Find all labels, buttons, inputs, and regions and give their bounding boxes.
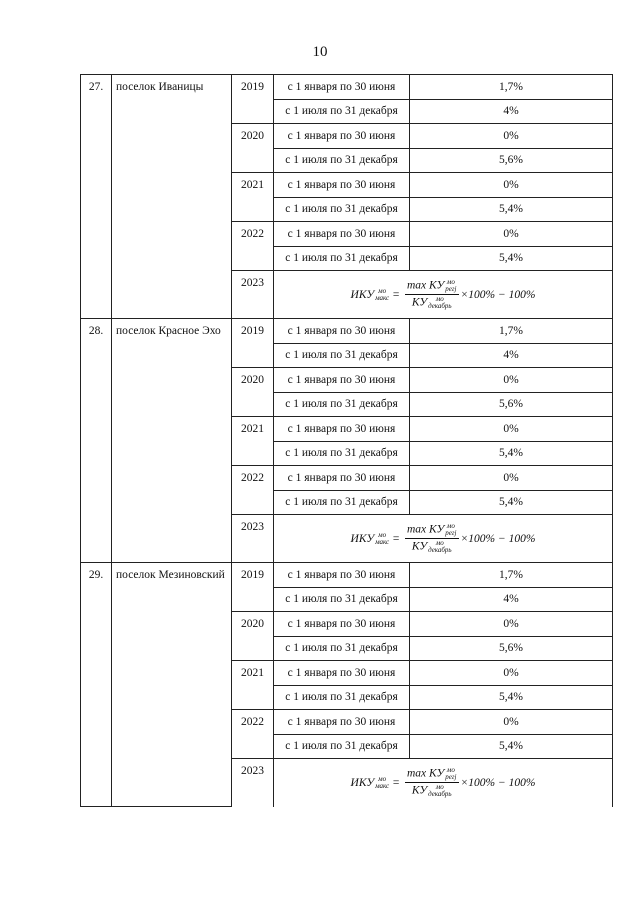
- formula-numer-sup: мо: [446, 766, 455, 775]
- value-cell: 0%: [410, 661, 613, 686]
- period-cell: с 1 июля по 31 декабря: [274, 685, 410, 710]
- year-cell: 2020: [232, 124, 274, 173]
- formula-fraction: [405, 279, 459, 310]
- year-cell: 2019: [232, 319, 274, 368]
- formula-lhs-sup: мо: [378, 530, 387, 539]
- formula-denom-indices: [428, 296, 452, 310]
- value-cell: 5,6%: [410, 392, 613, 417]
- year-cell: 2019: [232, 563, 274, 612]
- table-row: [81, 319, 613, 344]
- formula-denom-sup: мо: [435, 539, 444, 547]
- formula-cell: [274, 759, 613, 807]
- formula-lhs-sub: макс: [375, 293, 390, 302]
- year-cell: 2021: [232, 661, 274, 710]
- period-cell: с 1 июля по 31 декабря: [274, 197, 410, 222]
- year-cell: 2020: [232, 368, 274, 417]
- formula-fraction: [405, 523, 459, 554]
- formula-numer-sub: регj: [445, 285, 457, 293]
- value-cell: 4%: [410, 343, 613, 368]
- formula-lhs: ИКУ: [350, 776, 375, 789]
- period-cell: с 1 июля по 31 декабря: [274, 343, 410, 368]
- year-cell: 2022: [232, 222, 274, 271]
- row-number: 29.: [81, 563, 112, 807]
- period-cell: с 1 июля по 31 декабря: [274, 490, 410, 515]
- value-cell: 0%: [410, 222, 613, 247]
- period-cell: с 1 июля по 31 декабря: [274, 392, 410, 417]
- formula-numerator: [405, 767, 459, 783]
- value-cell: 4%: [410, 99, 613, 124]
- index-formula: [351, 523, 536, 554]
- value-cell: 5,4%: [410, 685, 613, 710]
- formula-lhs-sup: мо: [378, 774, 387, 783]
- formula-numerator: [405, 279, 459, 295]
- value-cell: 5,4%: [410, 490, 613, 515]
- formula-denom-text: КУ: [411, 296, 428, 309]
- period-cell: с 1 июля по 31 декабря: [274, 148, 410, 173]
- period-cell: с 1 января по 30 июня: [274, 661, 410, 686]
- formula-numer-text: max КУ: [406, 767, 445, 780]
- value-cell: 5,4%: [410, 197, 613, 222]
- year-cell: 2021: [232, 173, 274, 222]
- formula-denom-text: КУ: [411, 540, 428, 553]
- formula-denom-sup: мо: [435, 295, 444, 303]
- value-cell: 0%: [410, 173, 613, 198]
- formula-equals: =: [392, 776, 400, 789]
- formula-fraction: [405, 767, 459, 798]
- formula-numer-indices: [445, 279, 456, 293]
- period-cell: с 1 июля по 31 декабря: [274, 636, 410, 661]
- table-row: [81, 75, 613, 100]
- row-number: 28.: [81, 319, 112, 563]
- value-cell: 5,4%: [410, 246, 613, 271]
- formula-denominator: [410, 539, 454, 554]
- formula-cell: [274, 271, 613, 319]
- formula-denom-sub: декабрь: [428, 790, 452, 799]
- year-cell: 2020: [232, 612, 274, 661]
- value-cell: 1,7%: [410, 319, 613, 344]
- formula-denom-sub: декабрь: [428, 546, 452, 554]
- settlement-name: поселок Мезиновский: [112, 563, 232, 807]
- formula-numerator: [405, 523, 459, 539]
- year-cell: 2022: [232, 466, 274, 515]
- year-cell: 2022: [232, 710, 274, 759]
- formula-numer-sup: мо: [446, 522, 455, 530]
- index-formula: [351, 279, 536, 310]
- year-cell: 2023: [232, 759, 274, 807]
- year-cell: 2023: [232, 271, 274, 319]
- period-cell: с 1 июля по 31 декабря: [274, 734, 410, 759]
- formula-denom-sup: мо: [435, 783, 444, 792]
- table-row: [81, 563, 613, 588]
- formula-denominator: [410, 783, 454, 798]
- formula-denominator: [410, 295, 454, 310]
- page-number: 10: [312, 44, 328, 60]
- index-formula: [351, 767, 536, 798]
- year-cell: 2021: [232, 417, 274, 466]
- formula-numer-indices: [445, 523, 456, 537]
- formula-equals: =: [392, 288, 400, 301]
- period-cell: с 1 января по 30 июня: [274, 417, 410, 442]
- formula-equals: =: [392, 532, 400, 545]
- value-cell: 5,6%: [410, 636, 613, 661]
- formula-lhs-indices: [375, 776, 389, 790]
- formula-lhs-indices: [375, 288, 389, 302]
- formula-lhs-sub: макс: [375, 781, 390, 790]
- formula-denom-sub: декабрь: [428, 302, 452, 310]
- value-cell: 0%: [410, 124, 613, 149]
- period-cell: с 1 июля по 31 декабря: [274, 99, 410, 124]
- value-cell: 5,4%: [410, 734, 613, 759]
- formula-numer-sub: регj: [445, 529, 457, 537]
- formula-tail: ×100% − 100%: [460, 288, 536, 301]
- formula-denom-text: КУ: [411, 784, 428, 797]
- value-cell: 4%: [410, 587, 613, 612]
- period-cell: с 1 июля по 31 декабря: [274, 246, 410, 271]
- formula-cell: [274, 515, 613, 563]
- period-cell: с 1 января по 30 июня: [274, 124, 410, 149]
- value-cell: 5,4%: [410, 441, 613, 466]
- period-cell: с 1 января по 30 июня: [274, 563, 410, 588]
- value-cell: 0%: [410, 612, 613, 637]
- period-cell: с 1 января по 30 июня: [274, 319, 410, 344]
- formula-lhs-indices: [375, 532, 389, 546]
- formula-numer-text: max КУ: [406, 523, 445, 536]
- tariff-table: [80, 74, 613, 807]
- formula-denom-indices: [428, 540, 452, 554]
- period-cell: с 1 января по 30 июня: [274, 368, 410, 393]
- formula-lhs: ИКУ: [350, 532, 375, 545]
- value-cell: 1,7%: [410, 563, 613, 588]
- formula-tail: ×100% − 100%: [460, 532, 536, 545]
- value-cell: 0%: [410, 368, 613, 393]
- period-cell: с 1 января по 30 июня: [274, 612, 410, 637]
- value-cell: 0%: [410, 710, 613, 735]
- formula-numer-indices: [445, 767, 456, 781]
- period-cell: с 1 июля по 31 декабря: [274, 441, 410, 466]
- period-cell: с 1 января по 30 июня: [274, 75, 410, 100]
- formula-lhs-sub: макс: [375, 537, 390, 546]
- value-cell: 0%: [410, 466, 613, 491]
- row-number: 27.: [81, 75, 112, 319]
- formula-numer-sup: мо: [446, 278, 455, 286]
- settlement-name: поселок Красное Эхо: [112, 319, 232, 563]
- year-cell: 2023: [232, 515, 274, 563]
- value-cell: 0%: [410, 417, 613, 442]
- formula-denom-indices: [428, 784, 452, 798]
- period-cell: с 1 января по 30 июня: [274, 222, 410, 247]
- year-cell: 2019: [232, 75, 274, 124]
- formula-lhs: ИКУ: [350, 288, 375, 301]
- period-cell: с 1 января по 30 июня: [274, 173, 410, 198]
- formula-numer-text: max КУ: [406, 279, 445, 292]
- formula-lhs-sup: мо: [378, 286, 387, 295]
- period-cell: с 1 июля по 31 декабря: [274, 587, 410, 612]
- value-cell: 5,6%: [410, 148, 613, 173]
- period-cell: с 1 января по 30 июня: [274, 466, 410, 491]
- formula-numer-sub: регj: [445, 773, 457, 782]
- value-cell: 1,7%: [410, 75, 613, 100]
- formula-tail: ×100% − 100%: [460, 776, 536, 789]
- settlement-name: поселок Иваницы: [112, 75, 232, 319]
- period-cell: с 1 января по 30 июня: [274, 710, 410, 735]
